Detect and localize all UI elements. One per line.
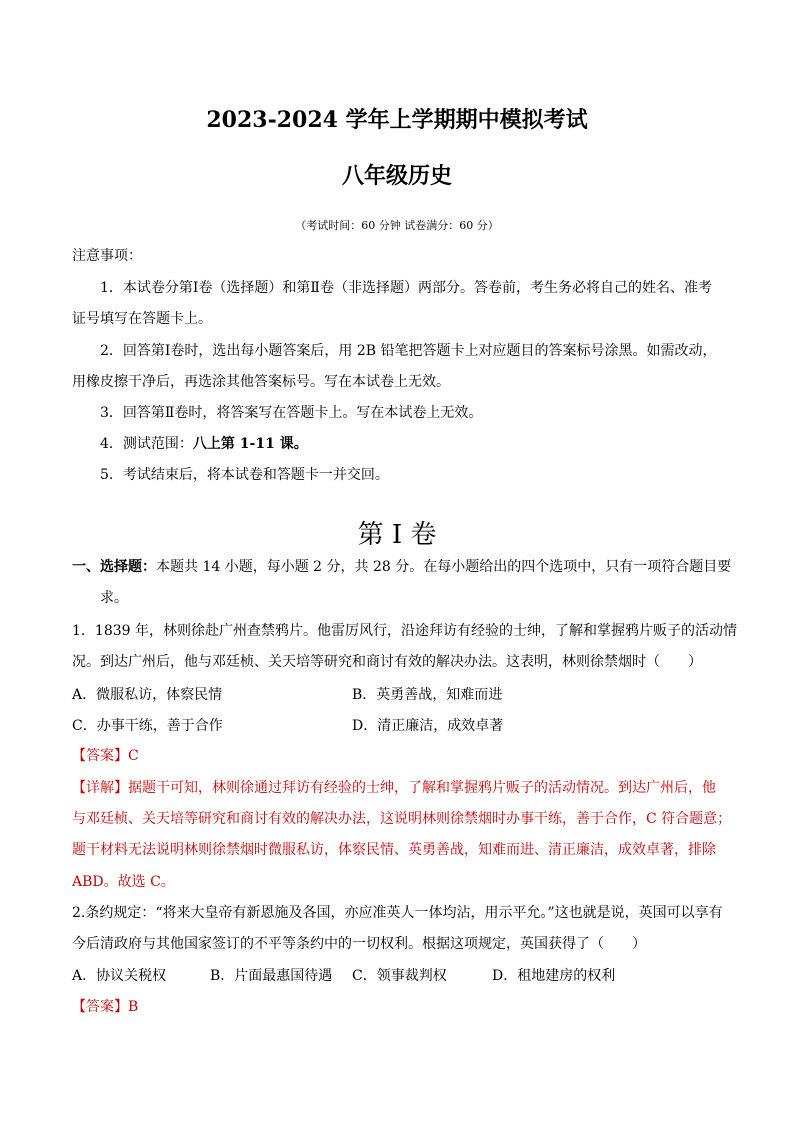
q1-detail-text: 据题干可知，林则徐通过拜访有经验的士绅，了解和掌握鸦片贩子的活动情况。到达广州后，他 xyxy=(128,780,716,796)
note-3: 3．回答第Ⅱ卷时，将答案写在答题卡上。写在本试卷上无效。 xyxy=(100,405,483,421)
q1-answer xyxy=(72,746,139,766)
q1-stem-line-1: 1．1839 年，林则徐赴广州查禁鸦片。他雷厉风行，沿途拜访有经验的士绅，了解和掌握鸦片贩子的活动情 xyxy=(72,623,737,639)
q1-detail-label: 【详解】 xyxy=(72,780,128,796)
q1-option-d: D．清正廉洁，成效卓著 xyxy=(352,718,504,734)
q1-detail-line-1 xyxy=(72,778,716,798)
q2-answer xyxy=(72,997,138,1017)
volume-title: 第 I 卷 xyxy=(357,520,437,550)
exam-title: 2023-2024 学年上学期期中模拟考试 xyxy=(206,107,588,133)
section-heading-line-2: 求。 xyxy=(100,590,128,606)
section-heading-line-1 xyxy=(72,557,731,577)
q2-stem-line-2: 今后清政府与其他国家签订的不平等条约中的一切权利。根据这项规定，英国获得了（ ） xyxy=(72,936,646,952)
q1-answer-label: 【答案】 xyxy=(72,748,128,764)
q2-option-b: B．片面最惠国待遇 xyxy=(210,968,333,984)
q2-option-d: D．租地建房的权利 xyxy=(492,968,616,984)
q2-option-c: C．领事裁判权 xyxy=(352,968,447,984)
q2-answer-value: B xyxy=(128,999,139,1015)
q2-answer-label: 【答案】 xyxy=(72,999,128,1015)
note-2-line-1: 2．回答第Ⅰ卷时，选出每小题答案后，用 2B 铅笔把答题卡上对应题目的答案标号涂黑。如需改动， xyxy=(100,343,717,359)
note-4-prefix: 4．测试范围： xyxy=(100,436,193,452)
note-2-line-2: 用橡皮擦干净后，再选涂其他答案标号。写在本试卷上无效。 xyxy=(72,374,450,390)
q2-stem-line-1: 2.条约规定：“将来大皇帝有新恩施及各国，亦应准英人一体均沾，用示平允。”这也就是说，英国可以享有 xyxy=(72,905,723,921)
q2-option-a: A．协议关税权 xyxy=(72,968,167,984)
note-1-line-1: 1．本试卷分第Ⅰ卷（选择题）和第Ⅱ卷（非选择题）两部分。答卷前，考生务必将自己的姓名、准考 xyxy=(100,280,712,296)
exam-meta: （考试时间：60 分钟 试卷满分：60 分） xyxy=(295,219,499,232)
q1-option-c: C．办事干练，善于合作 xyxy=(72,718,223,734)
q1-detail-line-3: 题干材料无法说明林则徐禁烟时微服私访，体察民情、英勇善战，知难而进、清正廉洁，成效卓著，排除 xyxy=(72,842,716,858)
notes-heading: 注意事项： xyxy=(72,248,142,264)
q1-detail-line-2: 与邓廷桢、关天培等研究和商讨有效的解决办法，这说明林则徐禁烟时办事干练，善于合作，C 符合题意； xyxy=(72,811,732,827)
q1-detail-line-4: ABD。故选 C。 xyxy=(72,874,175,890)
q1-stem-line-2: 况。到达广州后，他与邓廷桢、关天培等研究和商讨有效的解决办法。这表明，林则徐禁烟时（ ） xyxy=(72,654,702,670)
note-4-range: 八上第 1-11 课。 xyxy=(192,436,308,452)
exam-subtitle: 八年级历史 xyxy=(341,163,452,189)
q1-option-a: A．微服私访，体察民情 xyxy=(72,687,223,703)
note-4 xyxy=(100,434,308,454)
q1-answer-value: C xyxy=(128,748,139,764)
note-1-line-2: 证号填写在答题卡上。 xyxy=(72,311,212,327)
note-5: 5．考试结束后，将本试卷和答题卡一并交回。 xyxy=(100,467,389,483)
section-text: 本题共 14 小题，每小题 2 分，共 28 分。在每小题给出的四个选项中，只有一项符合题目要 xyxy=(156,559,732,575)
q1-option-b: B．英勇善战，知难而进 xyxy=(352,687,503,703)
section-prefix: 一、选择题： xyxy=(72,559,156,575)
